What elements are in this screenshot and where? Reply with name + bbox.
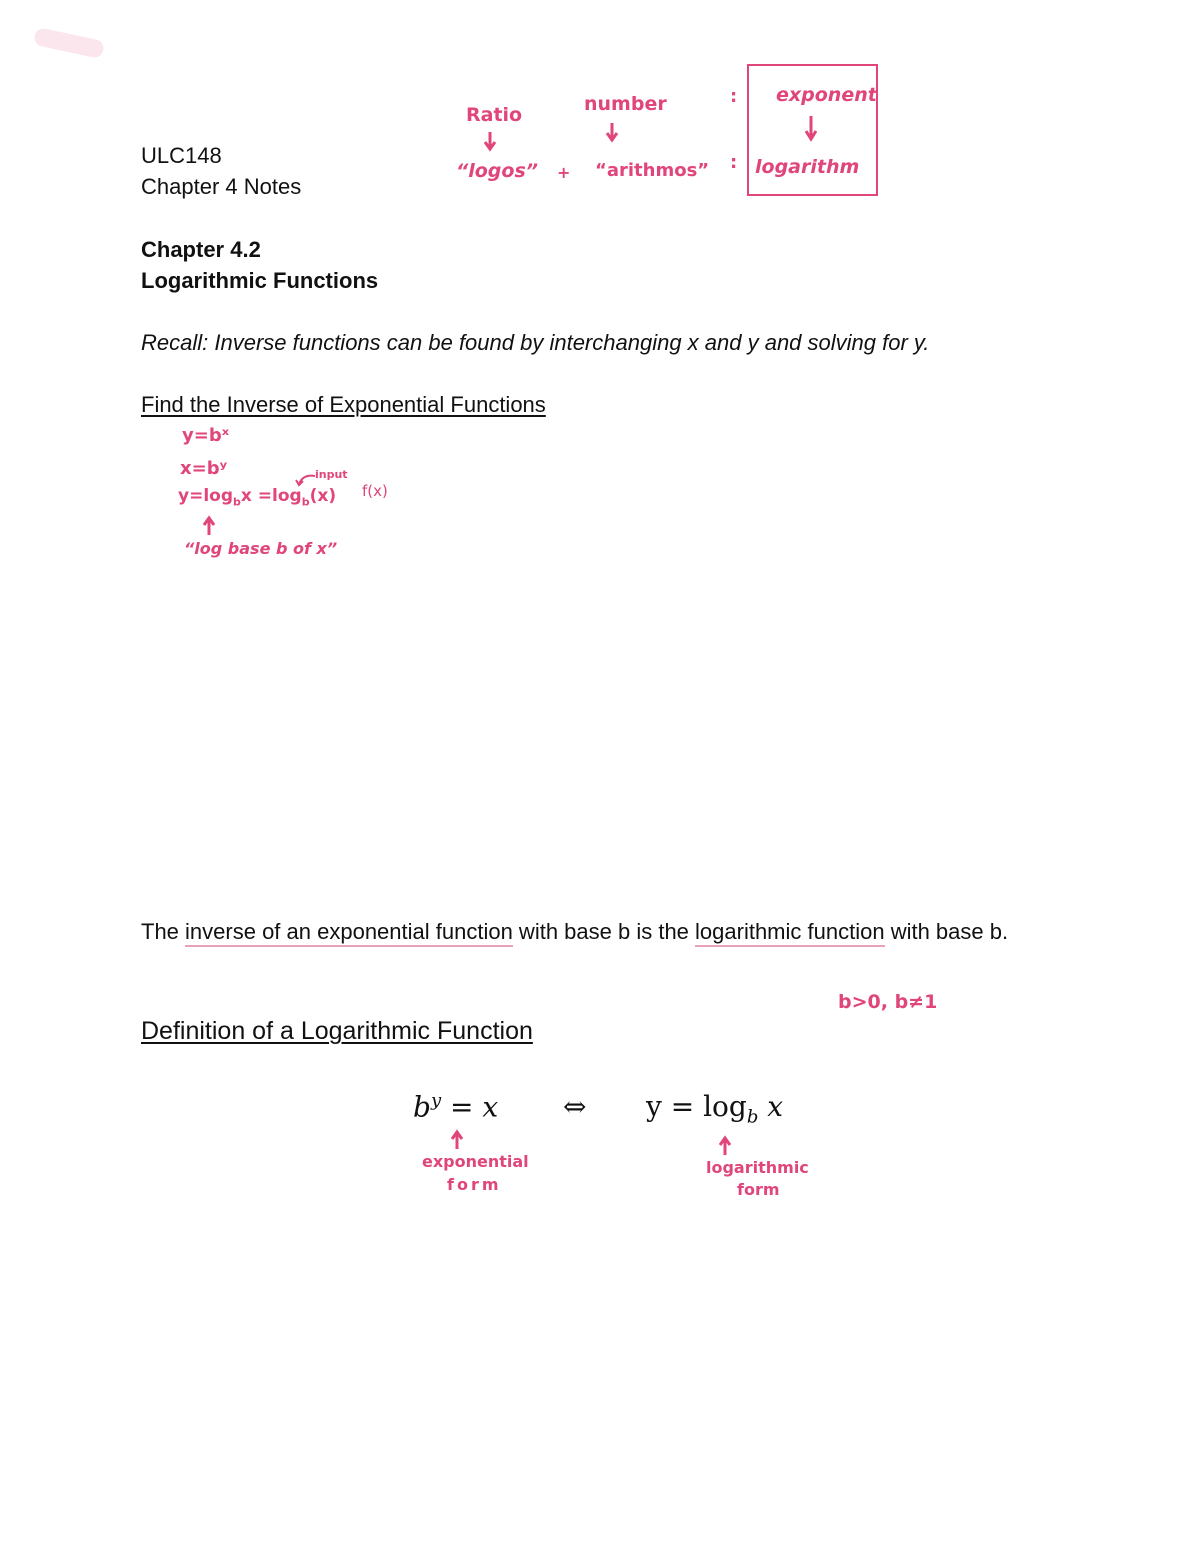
hw-base-constraint: b>0, b≠1	[838, 991, 938, 1013]
hw-ratio: Ratio	[466, 104, 523, 126]
hw-y-log-text: y=log	[178, 486, 234, 506]
hw-exponential-form-label: form	[447, 1175, 502, 1194]
logarithmic-phrase-highlight: logarithmic function	[695, 919, 885, 947]
hw-fx: f(x)	[362, 482, 388, 500]
exp-rest: = x	[441, 1090, 499, 1124]
arrow-down-icon	[604, 121, 620, 143]
inverse-sentence-part-1: The	[141, 919, 186, 944]
hw-equals-bottom: :	[730, 152, 738, 173]
arrow-down-icon	[803, 114, 819, 142]
pink-smudge	[33, 27, 105, 59]
exp-base: b	[413, 1090, 431, 1124]
inverse-phrase-highlight: inverse of an exponential function	[185, 919, 513, 947]
hw-logarithmic-form-label: form	[737, 1180, 780, 1199]
hw-arithmos: “arithmos”	[595, 160, 710, 181]
curved-arrow-icon	[295, 472, 317, 488]
inverse-sentence	[141, 919, 1008, 945]
notes-title: Chapter 4 Notes	[141, 174, 302, 199]
hw-exponent: exponent	[776, 84, 877, 106]
hw-log-x-text: x =log	[240, 486, 302, 506]
section-title: Logarithmic Functions	[141, 268, 379, 293]
exponential-form-equation	[413, 1090, 498, 1123]
log-argument: x	[758, 1090, 784, 1123]
arrow-down-icon	[482, 130, 498, 152]
exp-superscript: y	[430, 1090, 442, 1111]
hw-logos: “logos”	[456, 160, 539, 182]
arrow-up-icon	[449, 1129, 465, 1151]
arrow-up-icon	[717, 1135, 733, 1157]
log-subscript: b	[746, 1106, 759, 1128]
inverse-sentence-part-3: with base b is the	[512, 919, 696, 944]
hw-exponential-label: exponential	[422, 1152, 529, 1171]
hw-log-paren: (x)	[309, 486, 337, 506]
iff-symbol: ⇔	[563, 1090, 587, 1123]
hw-logarithmic-label: logarithmic	[706, 1158, 809, 1177]
hw-log-base-b-of-x: “log base b of x”	[184, 539, 338, 558]
inverse-subheading: Find the Inverse of Exponential Functions	[141, 392, 546, 417]
hw-input-label: input	[315, 468, 348, 481]
course-code: ULC148	[141, 143, 222, 168]
recall-note: Recall: Inverse functions can be found by interchanging x and y and solving for y.	[141, 330, 930, 355]
hw-x-equals-b-y: x=bʸ	[180, 458, 228, 479]
hw-y-equals-log	[178, 486, 336, 508]
arrow-up-icon	[201, 515, 217, 537]
hw-equals-top: :	[730, 86, 738, 107]
definition-heading: Definition of a Logarithmic Function	[141, 1017, 533, 1045]
logarithmic-form-equation	[646, 1090, 783, 1128]
chapter-number: Chapter 4.2	[141, 237, 261, 262]
inverse-sentence-part-5: with base b.	[884, 919, 1009, 944]
log-lhs: y = log	[646, 1090, 747, 1123]
hw-log-base-2: b	[301, 495, 310, 509]
hw-logarithm: logarithm	[755, 156, 860, 178]
hw-plus: +	[557, 163, 571, 182]
hw-number: number	[584, 93, 667, 115]
hw-log-base: b	[233, 495, 241, 509]
hw-y-equals-b-x: y=bˣ	[182, 425, 230, 446]
